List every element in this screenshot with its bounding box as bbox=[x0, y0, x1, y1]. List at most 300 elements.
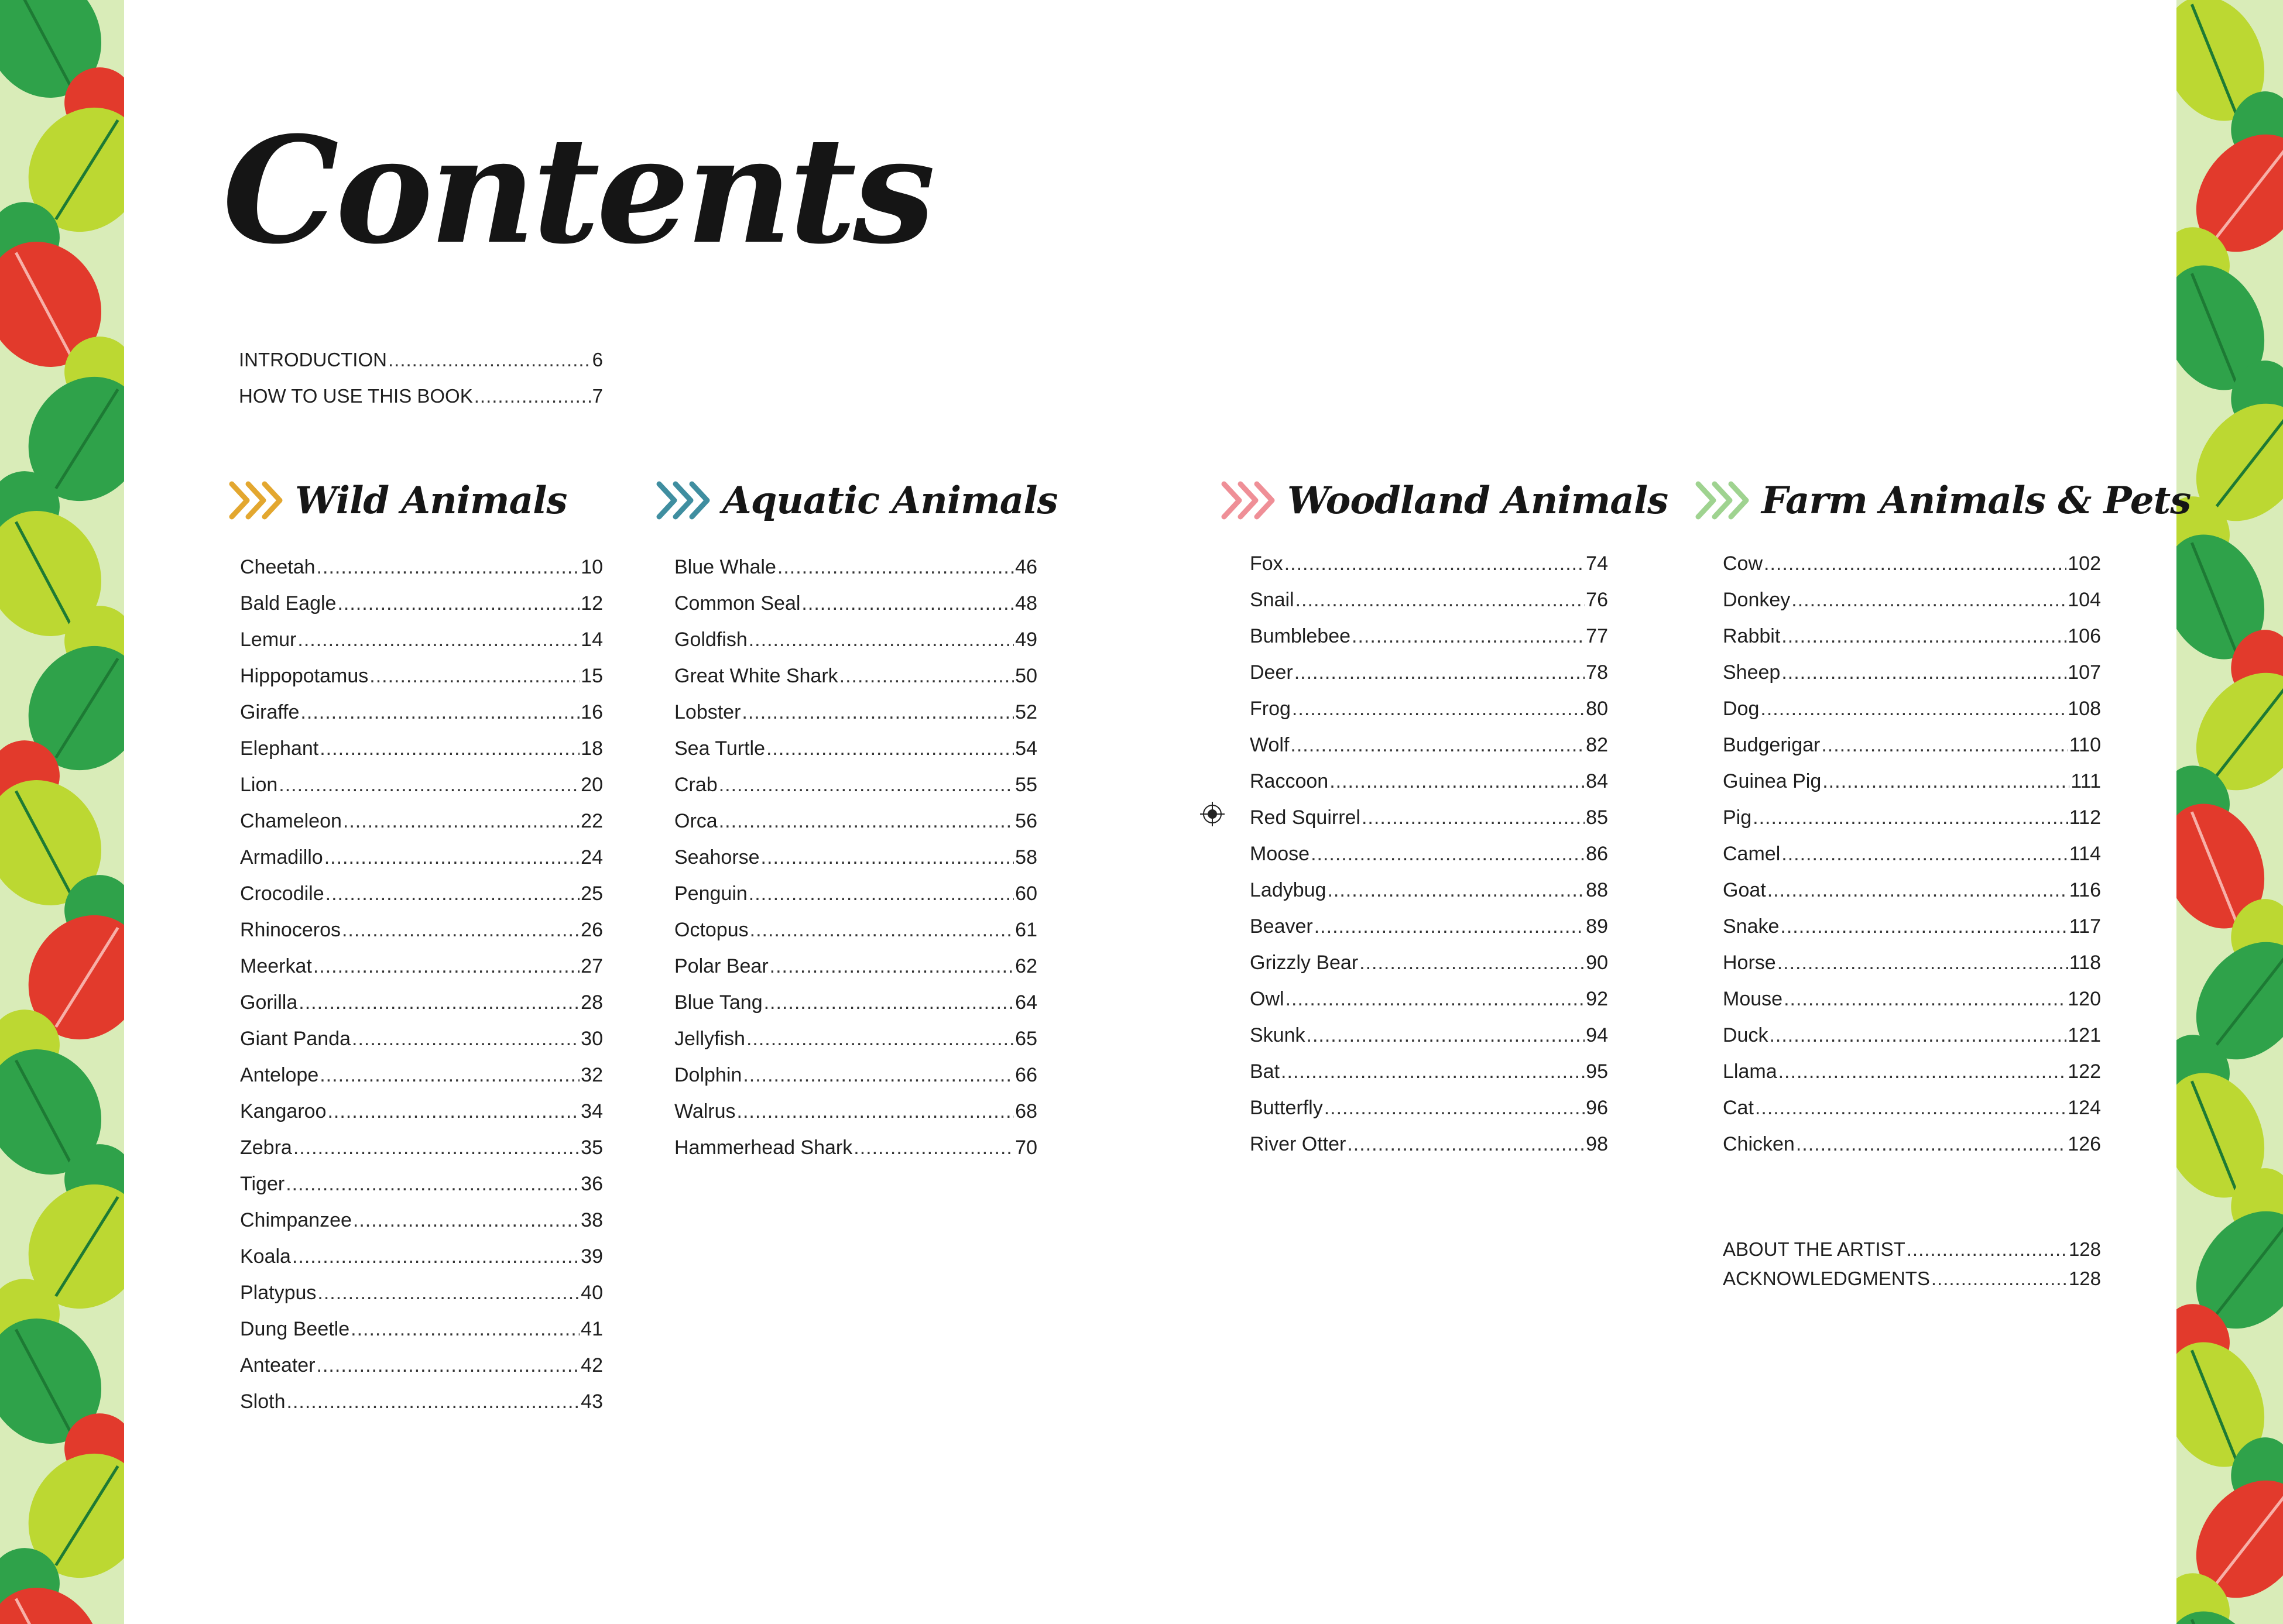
toc-entry-label: Zebra bbox=[240, 1137, 292, 1159]
toc-entry-page-number: 65 bbox=[1015, 1028, 1037, 1050]
toc-entry-page-number: 77 bbox=[1586, 625, 1608, 647]
toc-entry bbox=[1723, 582, 2101, 618]
chevron-shape bbox=[1731, 484, 1746, 517]
dot-leader bbox=[317, 1275, 580, 1311]
dot-leader bbox=[1784, 981, 2066, 1017]
dot-leader bbox=[1821, 727, 2068, 763]
toc-entry-label: Horse bbox=[1723, 952, 1776, 974]
toc-entry bbox=[1250, 654, 1608, 691]
toc-entry bbox=[1250, 981, 1608, 1017]
dot-leader bbox=[749, 622, 1014, 658]
toc-entry bbox=[1250, 763, 1608, 799]
dot-leader bbox=[1327, 872, 1585, 908]
toc-entry bbox=[674, 1129, 1037, 1166]
toc-entry-page-number: 116 bbox=[2069, 879, 2101, 901]
dot-leader bbox=[1314, 908, 1585, 945]
toc-entry-label: Snake bbox=[1723, 915, 1780, 938]
toc-entry-label: Cat bbox=[1723, 1097, 1754, 1119]
dot-leader bbox=[324, 839, 580, 875]
dot-leader bbox=[1362, 799, 1585, 836]
toc-entry-page-number: 39 bbox=[581, 1245, 603, 1268]
dot-leader bbox=[1767, 872, 2068, 908]
toc-entry-label: Rabbit bbox=[1723, 625, 1781, 647]
toc-entry-page-number: 126 bbox=[2068, 1133, 2101, 1155]
toc-entry-label: Anteater bbox=[240, 1354, 316, 1376]
toc-entry bbox=[240, 767, 603, 803]
dot-leader bbox=[1778, 1053, 2067, 1090]
toc-entry-label: ACKNOWLEDGMENTS bbox=[1723, 1268, 1930, 1289]
toc-entry bbox=[1250, 1017, 1608, 1053]
toc-entry bbox=[1723, 1264, 2101, 1293]
toc-entry-label: Pig bbox=[1723, 806, 1752, 829]
toc-entry-label: Goldfish bbox=[674, 629, 748, 651]
toc-entry-page-number: 111 bbox=[2071, 770, 2101, 792]
toc-entry bbox=[1723, 908, 2101, 945]
toc-entry bbox=[240, 839, 603, 875]
registration-mark-icon bbox=[1200, 802, 1225, 826]
toc-entry bbox=[1723, 618, 2101, 654]
toc-entry-page-number: 110 bbox=[2069, 734, 2101, 756]
toc-entry-label: Antelope bbox=[240, 1064, 319, 1086]
toc-entry-label: Kangaroo bbox=[240, 1100, 327, 1122]
toc-entry-label: Lobster bbox=[674, 701, 741, 723]
dot-leader bbox=[317, 549, 580, 585]
dot-leader bbox=[1347, 1126, 1585, 1162]
toc-entry bbox=[239, 378, 603, 414]
toc-entry-label: Giant Panda bbox=[240, 1028, 351, 1050]
toc-entry-page-number: 27 bbox=[581, 955, 603, 977]
toc-entry-label: Polar Bear bbox=[674, 955, 769, 977]
toc-entry bbox=[240, 1129, 603, 1166]
toc-entry bbox=[240, 549, 603, 585]
toc-entry-label: ABOUT THE ARTIST bbox=[1723, 1238, 1905, 1260]
toc-entry-label: Dog bbox=[1723, 698, 1760, 720]
toc-entry-page-number: 121 bbox=[2068, 1024, 2101, 1046]
toc-entry bbox=[674, 984, 1037, 1021]
toc-entry bbox=[1250, 691, 1608, 727]
toc-entry-page-number: 12 bbox=[581, 592, 603, 614]
toc-entry-label: Cheetah bbox=[240, 556, 316, 578]
toc-entry-page-number: 36 bbox=[581, 1173, 603, 1195]
toc-entry bbox=[1250, 582, 1608, 618]
dot-leader bbox=[1753, 799, 2068, 836]
section-wild-animals bbox=[228, 468, 603, 1420]
toc-entry-page-number: 43 bbox=[581, 1390, 603, 1413]
toc-entry-label: Mouse bbox=[1723, 988, 1783, 1010]
toc-entry bbox=[240, 1383, 603, 1420]
dot-leader bbox=[297, 622, 580, 658]
toc-entry-page-number: 86 bbox=[1586, 843, 1608, 865]
toc-entry-label: Dolphin bbox=[674, 1064, 742, 1086]
dot-leader bbox=[369, 658, 580, 694]
toc-entry-page-number: 70 bbox=[1015, 1137, 1037, 1159]
toc-entry bbox=[1723, 654, 2101, 691]
toc-entry bbox=[674, 730, 1037, 767]
toc-entry bbox=[240, 1347, 603, 1383]
toc-entry-label: Butterfly bbox=[1250, 1097, 1323, 1119]
chevron-shape bbox=[248, 484, 263, 517]
dot-leader bbox=[719, 767, 1014, 803]
toc-entry-label: Bumblebee bbox=[1250, 625, 1351, 647]
toc-entry bbox=[674, 622, 1037, 658]
chevron-shape bbox=[1240, 484, 1256, 517]
dot-leader bbox=[325, 875, 580, 912]
toc-entry-page-number: 7 bbox=[592, 385, 603, 407]
toc-entry-page-number: 78 bbox=[1586, 661, 1608, 684]
dot-leader bbox=[750, 912, 1014, 948]
dot-leader bbox=[1781, 654, 2066, 691]
chevron-shape bbox=[1698, 484, 1713, 517]
toc-entry bbox=[240, 658, 603, 694]
toc-entry-page-number: 95 bbox=[1586, 1060, 1608, 1083]
toc-entry bbox=[674, 1057, 1037, 1093]
toc-entry-label: Tiger bbox=[240, 1173, 285, 1195]
dot-leader bbox=[737, 1093, 1014, 1129]
toc-entry-label: Snail bbox=[1250, 589, 1294, 611]
toc-entry-label: Lion bbox=[240, 774, 278, 796]
toc-entry bbox=[1723, 1053, 2101, 1090]
toc-entry bbox=[1723, 836, 2101, 872]
dot-leader bbox=[766, 730, 1014, 767]
toc-entry bbox=[239, 342, 603, 378]
toc-entry-label: Deer bbox=[1250, 661, 1293, 684]
toc-entry-label: Chicken bbox=[1723, 1133, 1795, 1155]
toc-entry-page-number: 76 bbox=[1586, 589, 1608, 611]
dot-leader bbox=[1931, 1264, 2068, 1293]
toc-entry-page-number: 124 bbox=[2068, 1097, 2101, 1119]
dot-leader bbox=[770, 948, 1014, 984]
toc-entry-page-number: 118 bbox=[2069, 952, 2101, 974]
toc-entry-label: Platypus bbox=[240, 1282, 317, 1304]
toc-entry-label: Gorilla bbox=[240, 991, 298, 1014]
dot-leader bbox=[299, 984, 580, 1021]
toc-entry bbox=[1250, 836, 1608, 872]
dot-leader bbox=[1760, 691, 2066, 727]
toc-entry-page-number: 49 bbox=[1015, 629, 1037, 651]
dot-leader bbox=[388, 342, 591, 378]
dot-leader bbox=[286, 1166, 580, 1202]
toc-entry-page-number: 52 bbox=[1015, 701, 1037, 723]
toc-entry bbox=[674, 585, 1037, 622]
toc-entry-page-number: 25 bbox=[581, 883, 603, 905]
dot-leader bbox=[801, 585, 1014, 622]
dot-leader bbox=[352, 1021, 580, 1057]
toc-entry-page-number: 24 bbox=[581, 846, 603, 868]
toc-entry bbox=[1723, 872, 2101, 908]
toc-entry bbox=[1250, 872, 1608, 908]
toc-entry-page-number: 107 bbox=[2068, 661, 2101, 684]
toc-entry-label: Elephant bbox=[240, 737, 319, 760]
dot-leader bbox=[1292, 691, 1585, 727]
toc-entry bbox=[674, 875, 1037, 912]
toc-entry-label: Duck bbox=[1723, 1024, 1768, 1046]
dot-leader bbox=[719, 803, 1014, 839]
dot-leader bbox=[337, 585, 580, 622]
toc-entry-label: Donkey bbox=[1723, 589, 1791, 611]
toc-entry-page-number: 34 bbox=[581, 1100, 603, 1122]
toc-entry-page-number: 30 bbox=[581, 1028, 603, 1050]
toc-entry-label: Dung Beetle bbox=[240, 1318, 350, 1340]
back-matter-list bbox=[1723, 1235, 2101, 1293]
dot-leader bbox=[1781, 836, 2068, 872]
toc-entry-page-number: 61 bbox=[1015, 919, 1037, 941]
section-aquatic-animals bbox=[656, 468, 1058, 1166]
toc-entry-label: Rhinoceros bbox=[240, 919, 341, 941]
chevron-shape bbox=[692, 484, 707, 517]
toc-entry-label: Jellyfish bbox=[674, 1028, 745, 1050]
toc-entry bbox=[674, 1093, 1037, 1129]
section-title: Woodland Animals bbox=[1287, 478, 1668, 523]
toc-entry-page-number: 90 bbox=[1586, 952, 1608, 974]
dot-leader bbox=[279, 767, 580, 803]
toc-entry bbox=[1250, 1126, 1608, 1162]
toc-entry-page-number: 62 bbox=[1015, 955, 1037, 977]
dot-leader bbox=[1781, 618, 2066, 654]
right-jungle-border bbox=[2176, 0, 2283, 1624]
dot-leader bbox=[746, 1021, 1014, 1057]
toc-entry-label: Grizzly Bear bbox=[1250, 952, 1359, 974]
toc-entry bbox=[1723, 727, 2101, 763]
dot-leader bbox=[287, 1383, 580, 1420]
toc-entry bbox=[674, 767, 1037, 803]
toc-entry-label: Sloth bbox=[240, 1390, 286, 1413]
toc-entry bbox=[240, 948, 603, 984]
toc-entry-page-number: 89 bbox=[1586, 915, 1608, 938]
dot-leader bbox=[1764, 545, 2066, 582]
toc-entry-page-number: 122 bbox=[2068, 1060, 2101, 1083]
section-title: Wild Animals bbox=[295, 478, 567, 523]
toc-entry-label: Fox bbox=[1250, 552, 1283, 575]
section-title: Aquatic Animals bbox=[722, 478, 1058, 523]
dot-leader bbox=[1755, 1090, 2066, 1126]
toc-entry-page-number: 66 bbox=[1015, 1064, 1037, 1086]
dot-leader bbox=[1791, 582, 2066, 618]
toc-entry-page-number: 120 bbox=[2068, 988, 2101, 1010]
page-title: Contents bbox=[222, 104, 933, 276]
chevron-shape bbox=[265, 484, 280, 517]
toc-entry bbox=[240, 694, 603, 730]
dot-leader bbox=[1286, 981, 1585, 1017]
toc-entry-page-number: 117 bbox=[2069, 915, 2101, 938]
dot-leader bbox=[1307, 1017, 1585, 1053]
toc-entry-label: Meerkat bbox=[240, 955, 312, 977]
dot-leader bbox=[1294, 654, 1585, 691]
toc-entry-page-number: 80 bbox=[1586, 698, 1608, 720]
toc-entry-page-number: 15 bbox=[581, 665, 603, 687]
chevron-arrows-icon bbox=[656, 479, 712, 521]
dot-leader bbox=[761, 839, 1014, 875]
toc-entry-label: Cow bbox=[1723, 552, 1763, 575]
chevron-shape bbox=[232, 484, 247, 517]
toc-entry bbox=[240, 984, 603, 1021]
section-farm-animals-pets bbox=[1695, 468, 2191, 1162]
toc-entry bbox=[240, 730, 603, 767]
left-jungle-border bbox=[0, 0, 124, 1624]
chevron-arrows-icon bbox=[1695, 479, 1751, 521]
toc-entry bbox=[1250, 799, 1608, 836]
toc-entry-label: Blue Whale bbox=[674, 556, 776, 578]
dot-leader bbox=[317, 1347, 580, 1383]
toc-entry bbox=[1250, 1090, 1608, 1126]
toc-entry-label: Hammerhead Shark bbox=[674, 1137, 853, 1159]
toc-entry bbox=[1250, 908, 1608, 945]
toc-entry-page-number: 108 bbox=[2068, 698, 2101, 720]
toc-entry bbox=[1723, 799, 2101, 836]
toc-entry-label: Orca bbox=[674, 810, 718, 832]
jungle-leaves-illustration bbox=[0, 0, 124, 1624]
dot-leader bbox=[300, 694, 580, 730]
jungle-leaves-illustration bbox=[2176, 0, 2283, 1624]
toc-entry bbox=[1723, 1126, 2101, 1162]
dot-leader bbox=[353, 1202, 580, 1238]
toc-entry-page-number: 41 bbox=[581, 1318, 603, 1340]
section-header bbox=[1221, 468, 1668, 533]
toc-entry-page-number: 10 bbox=[581, 556, 603, 578]
toc-entry-label: Crocodile bbox=[240, 883, 324, 905]
toc-entry-label: Frog bbox=[1250, 698, 1291, 720]
toc-entry-label: Walrus bbox=[674, 1100, 736, 1122]
toc-entry-label: Goat bbox=[1723, 879, 1766, 901]
chevron-shape bbox=[1257, 484, 1272, 517]
toc-entry bbox=[1723, 691, 2101, 727]
chevron-shape bbox=[659, 484, 674, 517]
toc-entry-label: Seahorse bbox=[674, 846, 760, 868]
toc-entry-page-number: 60 bbox=[1015, 883, 1037, 905]
toc-entry bbox=[1723, 1017, 2101, 1053]
toc-entry-page-number: 82 bbox=[1586, 734, 1608, 756]
toc-entry-label: Hippopotamus bbox=[240, 665, 369, 687]
toc-entry-label: Budgerigar bbox=[1723, 734, 1821, 756]
toc-entry bbox=[1723, 1235, 2101, 1264]
toc-entry-page-number: 128 bbox=[2068, 1238, 2101, 1260]
toc-entry-page-number: 85 bbox=[1586, 806, 1608, 829]
dot-leader bbox=[839, 658, 1014, 694]
dot-leader bbox=[853, 1129, 1014, 1166]
toc-entry bbox=[1723, 545, 2101, 582]
toc-entry-label: Chimpanzee bbox=[240, 1209, 352, 1231]
toc-entry-page-number: 102 bbox=[2068, 552, 2101, 575]
toc-entry-label: Guinea Pig bbox=[1723, 770, 1822, 792]
toc-entry-page-number: 74 bbox=[1586, 552, 1608, 575]
toc-entry-label: Skunk bbox=[1250, 1024, 1305, 1046]
toc-entry bbox=[674, 948, 1037, 984]
dot-leader bbox=[342, 912, 580, 948]
toc-entry bbox=[240, 1057, 603, 1093]
toc-entry bbox=[240, 1021, 603, 1057]
dot-leader bbox=[1907, 1235, 2068, 1264]
toc-entry-label: Giraffe bbox=[240, 701, 300, 723]
dot-leader bbox=[1352, 618, 1585, 654]
toc-entry-page-number: 92 bbox=[1586, 988, 1608, 1010]
toc-entry-page-number: 88 bbox=[1586, 879, 1608, 901]
toc-entry-page-number: 32 bbox=[581, 1064, 603, 1086]
dot-leader bbox=[777, 549, 1014, 585]
toc-entry bbox=[1723, 945, 2101, 981]
toc-entry-page-number: 106 bbox=[2068, 625, 2101, 647]
toc-entry-page-number: 128 bbox=[2068, 1268, 2101, 1289]
toc-entry-page-number: 35 bbox=[581, 1137, 603, 1159]
dot-leader bbox=[743, 1057, 1014, 1093]
dot-leader bbox=[1822, 763, 2069, 799]
dot-leader bbox=[1295, 582, 1585, 618]
dot-leader bbox=[1290, 727, 1585, 763]
toc-entry-page-number: 94 bbox=[1586, 1024, 1608, 1046]
toc-entry bbox=[674, 803, 1037, 839]
toc-entry-label: Wolf bbox=[1250, 734, 1290, 756]
toc-entry bbox=[240, 912, 603, 948]
toc-entry bbox=[1250, 545, 1608, 582]
toc-entry bbox=[674, 1021, 1037, 1057]
dot-leader bbox=[320, 1057, 580, 1093]
toc-entry-label: HOW TO USE THIS BOOK bbox=[239, 385, 473, 407]
toc-list bbox=[674, 549, 1037, 1166]
toc-entry-label: Bald Eagle bbox=[240, 592, 337, 614]
section-woodland-animals bbox=[1221, 468, 1668, 1162]
toc-entry-page-number: 22 bbox=[581, 810, 603, 832]
chevron-arrows-icon bbox=[228, 479, 284, 521]
dot-leader bbox=[1780, 908, 2068, 945]
dot-leader bbox=[1777, 945, 2068, 981]
toc-entry-page-number: 48 bbox=[1015, 592, 1037, 614]
toc-entry-label: Koala bbox=[240, 1245, 291, 1268]
toc-entry bbox=[240, 1093, 603, 1129]
toc-entry-label: Camel bbox=[1723, 843, 1781, 865]
toc-entry-page-number: 96 bbox=[1586, 1097, 1608, 1119]
toc-entry-label: Raccoon bbox=[1250, 770, 1329, 792]
toc-entry-page-number: 14 bbox=[581, 629, 603, 651]
toc-entry-label: Bat bbox=[1250, 1060, 1280, 1083]
toc-entry-page-number: 104 bbox=[2068, 589, 2101, 611]
dot-leader bbox=[1281, 1053, 1585, 1090]
toc-entry-label: Beaver bbox=[1250, 915, 1313, 938]
toc-entry bbox=[674, 694, 1037, 730]
toc-entry-page-number: 18 bbox=[581, 737, 603, 760]
toc-entry-page-number: 68 bbox=[1015, 1100, 1037, 1122]
toc-entry-label: River Otter bbox=[1250, 1133, 1346, 1155]
toc-entry bbox=[240, 875, 603, 912]
toc-entry-page-number: 20 bbox=[581, 774, 603, 796]
toc-entry bbox=[240, 1166, 603, 1202]
toc-entry bbox=[674, 912, 1037, 948]
toc-entry-page-number: 28 bbox=[581, 991, 603, 1014]
toc-entry-page-number: 40 bbox=[581, 1282, 603, 1304]
toc-entry-page-number: 98 bbox=[1586, 1133, 1608, 1155]
toc-entry-page-number: 54 bbox=[1015, 737, 1037, 760]
toc-entry-page-number: 42 bbox=[581, 1354, 603, 1376]
toc-entry bbox=[1250, 1053, 1608, 1090]
toc-entry-label: Great White Shark bbox=[674, 665, 838, 687]
dot-leader bbox=[1329, 763, 1585, 799]
dot-leader bbox=[1359, 945, 1585, 981]
dot-leader bbox=[343, 803, 580, 839]
toc-entry-page-number: 26 bbox=[581, 919, 603, 941]
toc-list bbox=[240, 549, 603, 1420]
dot-leader bbox=[474, 378, 591, 414]
toc-entry-page-number: 55 bbox=[1015, 774, 1037, 796]
toc-entry bbox=[674, 658, 1037, 694]
toc-entry-label: INTRODUCTION bbox=[239, 349, 387, 370]
toc-entry bbox=[674, 839, 1037, 875]
toc-entry-page-number: 64 bbox=[1015, 991, 1037, 1014]
chevron-shape bbox=[1715, 484, 1730, 517]
toc-list bbox=[1723, 545, 2101, 1162]
toc-entry-label: Llama bbox=[1723, 1060, 1777, 1083]
toc-entry-label: Owl bbox=[1250, 988, 1284, 1010]
toc-entry-page-number: 6 bbox=[592, 349, 603, 370]
toc-entry bbox=[240, 803, 603, 839]
toc-entry bbox=[240, 1202, 603, 1238]
toc-entry-label: Sheep bbox=[1723, 661, 1781, 684]
